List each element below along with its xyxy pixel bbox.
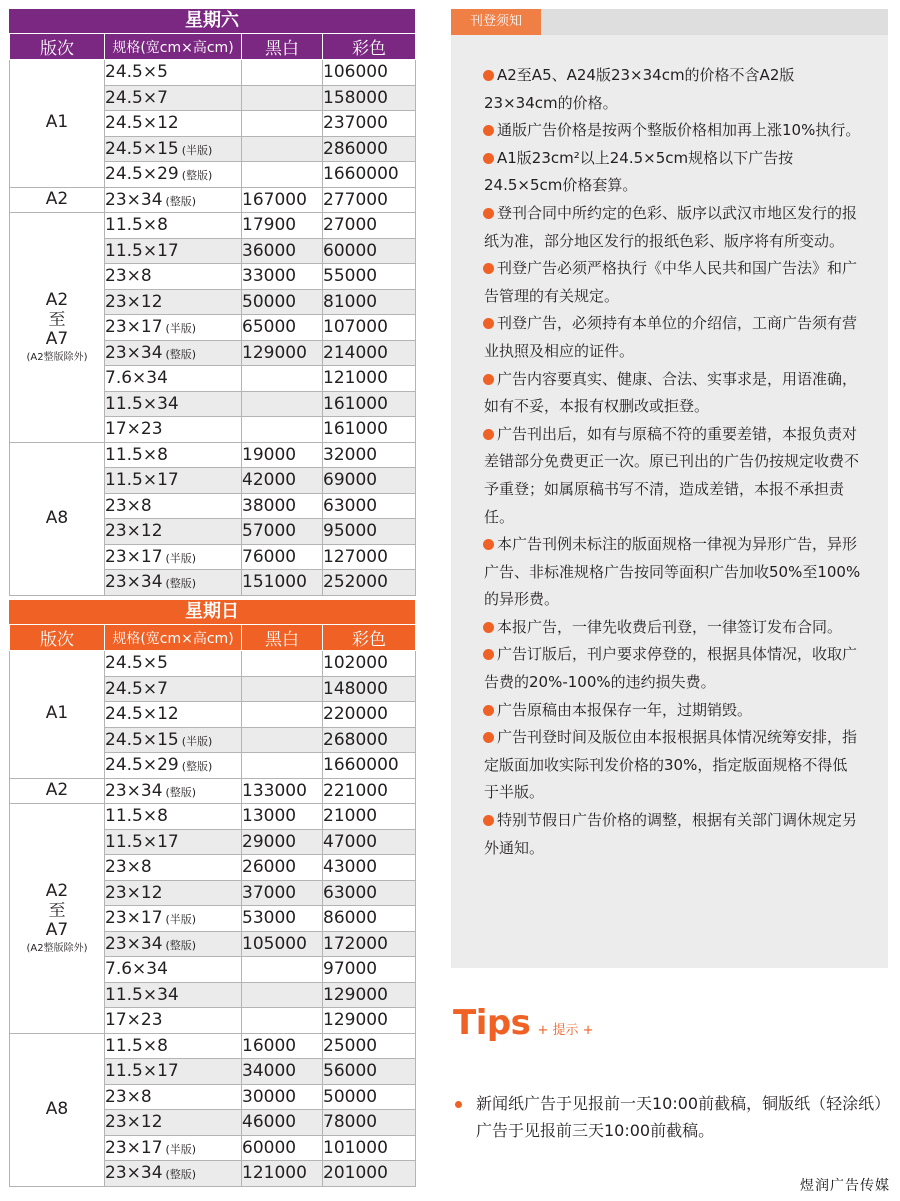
size-cell bbox=[105, 417, 242, 443]
bw-price-cell: 151000 bbox=[242, 570, 323, 596]
bullet-icon bbox=[483, 153, 494, 164]
color-price-cell: 158000 bbox=[323, 85, 416, 111]
color-price-cell: 237000 bbox=[323, 111, 416, 137]
size-value: 23×12 bbox=[105, 882, 163, 903]
notice-item-text: 广告订版后，刊户要求停登的，根据具体情况，收取广告费的20%-100%的违约损失费。 bbox=[484, 645, 858, 692]
notice-item-text: A2至A5、A24版23×34cm的价格不含A2版23×34cm的价格。 bbox=[484, 66, 795, 112]
bw-price-cell bbox=[242, 366, 323, 392]
size-value: 23×34 bbox=[105, 572, 163, 593]
size-cell bbox=[105, 957, 242, 983]
column-header: 黑白 bbox=[242, 34, 323, 60]
size-cell bbox=[105, 136, 242, 162]
notice-item bbox=[484, 531, 862, 614]
table-row bbox=[10, 187, 416, 213]
tips-heading bbox=[453, 1003, 594, 1043]
bw-price-cell: 129000 bbox=[242, 340, 323, 366]
color-price-cell: 63000 bbox=[323, 493, 416, 519]
size-cell bbox=[105, 1059, 242, 1085]
bullet-icon bbox=[483, 429, 494, 440]
bw-price-cell: 46000 bbox=[242, 1110, 323, 1136]
size-tag: (半版) bbox=[181, 143, 213, 157]
size-cell bbox=[105, 544, 242, 570]
size-value: 17×23 bbox=[105, 1010, 163, 1031]
bw-price-cell: 53000 bbox=[242, 906, 323, 932]
size-value: 11.5×17 bbox=[105, 1061, 179, 1082]
size-tag: (整版) bbox=[181, 760, 213, 774]
notice-item bbox=[484, 145, 862, 200]
bw-price-cell bbox=[242, 136, 323, 162]
bw-price-cell bbox=[242, 676, 323, 702]
bw-price-cell: 34000 bbox=[242, 1059, 323, 1085]
size-cell bbox=[105, 289, 242, 315]
size-value: 23×8 bbox=[105, 857, 152, 878]
size-value: 11.5×17 bbox=[105, 470, 179, 491]
bw-price-cell bbox=[242, 702, 323, 728]
tips-text: 新闻纸广告于见报前一天10:00前截稿，铜版纸（轻涂纸）广告于见报前三天10:00前截稿。 bbox=[476, 1094, 883, 1140]
color-price-cell: 161000 bbox=[323, 417, 416, 443]
bw-price-cell: 65000 bbox=[242, 315, 323, 341]
color-price-cell: 32000 bbox=[323, 442, 416, 468]
brand-name: 煜润广告传媒 bbox=[800, 1178, 890, 1194]
size-tag: (整版) bbox=[165, 577, 197, 591]
size-cell bbox=[105, 906, 242, 932]
bw-price-cell: 133000 bbox=[242, 778, 323, 804]
bw-price-cell: 105000 bbox=[242, 931, 323, 957]
color-price-cell: 277000 bbox=[323, 187, 416, 213]
notice-title: 刊登须知 bbox=[451, 9, 541, 35]
size-value: 11.5×17 bbox=[105, 240, 179, 261]
size-cell bbox=[105, 829, 242, 855]
size-value: 24.5×7 bbox=[105, 87, 168, 108]
tips-title: Tips bbox=[453, 1003, 531, 1043]
table-row bbox=[10, 442, 416, 468]
color-price-cell: 268000 bbox=[323, 727, 416, 753]
size-cell bbox=[105, 702, 242, 728]
edition-cell: A2 bbox=[10, 187, 105, 213]
size-value: 24.5×15 bbox=[105, 729, 179, 750]
bullet-icon bbox=[483, 622, 494, 633]
color-price-cell: 172000 bbox=[323, 931, 416, 957]
size-value: 11.5×34 bbox=[105, 393, 179, 414]
notice-item bbox=[484, 200, 862, 255]
tips-note bbox=[455, 1090, 890, 1144]
table-header-row bbox=[10, 34, 416, 60]
size-value: 17×23 bbox=[105, 419, 163, 440]
color-price-cell: 81000 bbox=[323, 289, 416, 315]
edition-cell: A2 bbox=[10, 778, 105, 804]
bw-price-cell: 121000 bbox=[242, 1161, 323, 1187]
size-cell bbox=[105, 1033, 242, 1059]
color-price-cell: 27000 bbox=[323, 213, 416, 239]
color-price-cell: 55000 bbox=[323, 264, 416, 290]
size-value: 23×34 bbox=[105, 342, 163, 363]
size-value: 23×12 bbox=[105, 521, 163, 542]
size-cell bbox=[105, 187, 242, 213]
column-header: 版次 bbox=[10, 34, 105, 60]
size-value: 24.5×15 bbox=[105, 138, 179, 159]
notice-item-text: 特别节假日广告价格的调整，根据有关部门调休规定另外通知。 bbox=[484, 811, 858, 857]
notice-item-text: 本广告刊例未标注的版面规格一律视为异形广告，异形广告、非标准规格广告按同等面积广告加收50%至100%的异形费。 bbox=[484, 535, 861, 609]
bw-price-cell: 76000 bbox=[242, 544, 323, 570]
notice-item-text: 刊登广告，必须持有本单位的介绍信，工商广告须有营业执照及相应的证件。 bbox=[484, 314, 858, 360]
size-cell bbox=[105, 468, 242, 494]
size-cell bbox=[105, 391, 242, 417]
size-cell bbox=[105, 982, 242, 1008]
bw-price-cell bbox=[242, 391, 323, 417]
size-cell bbox=[105, 519, 242, 545]
column-header: 黑白 bbox=[242, 625, 323, 651]
size-cell bbox=[105, 855, 242, 881]
size-cell bbox=[105, 60, 242, 86]
size-value: 23×34 bbox=[105, 933, 163, 954]
bw-price-cell bbox=[242, 162, 323, 188]
color-price-cell: 161000 bbox=[323, 391, 416, 417]
bullet-icon bbox=[483, 374, 494, 385]
size-value: 24.5×5 bbox=[105, 62, 168, 83]
bw-price-cell bbox=[242, 753, 323, 779]
size-cell bbox=[105, 340, 242, 366]
notice-item bbox=[484, 697, 862, 725]
color-price-cell: 60000 bbox=[323, 238, 416, 264]
notice-panel bbox=[451, 9, 888, 968]
bw-price-cell bbox=[242, 85, 323, 111]
size-value: 23×34 bbox=[105, 780, 163, 801]
color-price-cell: 78000 bbox=[323, 1110, 416, 1136]
bw-price-cell bbox=[242, 417, 323, 443]
size-value: 24.5×29 bbox=[105, 164, 179, 185]
notice-header bbox=[451, 9, 888, 35]
bw-price-cell: 16000 bbox=[242, 1033, 323, 1059]
bw-price-cell bbox=[242, 1008, 323, 1034]
size-value: 23×8 bbox=[105, 266, 152, 287]
sunday-day-label: 星期日 bbox=[9, 600, 415, 624]
color-price-cell: 148000 bbox=[323, 676, 416, 702]
bw-price-cell: 13000 bbox=[242, 804, 323, 830]
size-cell bbox=[105, 1084, 242, 1110]
bullet-icon bbox=[483, 815, 494, 826]
size-cell bbox=[105, 880, 242, 906]
saturday-day-label: 星期六 bbox=[9, 9, 415, 33]
size-tag: (整版) bbox=[181, 169, 213, 183]
size-value: 23×12 bbox=[105, 291, 163, 312]
notice-item bbox=[484, 724, 862, 807]
color-price-cell: 63000 bbox=[323, 880, 416, 906]
size-tag: (整版) bbox=[165, 785, 197, 799]
table-row bbox=[10, 778, 416, 804]
notice-list bbox=[484, 62, 862, 862]
size-value: 23×17 bbox=[105, 908, 163, 929]
size-value: 11.5×8 bbox=[105, 806, 168, 827]
size-value: 11.5×34 bbox=[105, 984, 179, 1005]
column-header: 版次 bbox=[10, 625, 105, 651]
size-value: 23×17 bbox=[105, 1137, 163, 1158]
sunday-rate-table bbox=[9, 624, 416, 1187]
size-value: 24.5×12 bbox=[105, 113, 179, 134]
size-cell bbox=[105, 931, 242, 957]
sunday-rate-card bbox=[9, 600, 415, 1187]
bw-price-cell: 37000 bbox=[242, 880, 323, 906]
notice-item bbox=[484, 614, 862, 642]
size-tag: (半版) bbox=[165, 322, 197, 336]
notice-item-text: 通版广告价格是按两个整版价格相加再上涨10%执行。 bbox=[497, 121, 861, 140]
edition-note: (A2整版除外) bbox=[26, 942, 88, 954]
edition-note: (A2整版除外) bbox=[26, 351, 88, 363]
notice-item bbox=[484, 366, 862, 421]
notice-item-text: 本报广告，一律先收费后刊登，一律签订发布合同。 bbox=[497, 617, 843, 636]
bw-price-cell: 30000 bbox=[242, 1084, 323, 1110]
bw-price-cell bbox=[242, 651, 323, 677]
notice-item bbox=[484, 117, 862, 145]
size-cell bbox=[105, 162, 242, 188]
size-value: 23×8 bbox=[105, 1086, 152, 1107]
color-price-cell: 252000 bbox=[323, 570, 416, 596]
bw-price-cell: 19000 bbox=[242, 442, 323, 468]
bw-price-cell bbox=[242, 727, 323, 753]
size-value: 23×34 bbox=[105, 1163, 163, 1184]
size-tag: (整版) bbox=[165, 347, 197, 361]
color-price-cell: 86000 bbox=[323, 906, 416, 932]
color-price-cell: 201000 bbox=[323, 1161, 416, 1187]
bw-price-cell: 57000 bbox=[242, 519, 323, 545]
color-price-cell: 43000 bbox=[323, 855, 416, 881]
size-cell bbox=[105, 727, 242, 753]
size-value: 23×17 bbox=[105, 317, 163, 338]
bw-price-cell: 60000 bbox=[242, 1135, 323, 1161]
notice-item-text: A1版23cm²以上24.5×5cm规格以下广告按24.5×5cm价格套算。 bbox=[484, 148, 794, 195]
size-value: 7.6×34 bbox=[105, 368, 168, 389]
bullet-icon bbox=[483, 70, 494, 81]
size-tag: (整版) bbox=[165, 1168, 197, 1182]
color-price-cell: 97000 bbox=[323, 957, 416, 983]
size-cell bbox=[105, 1008, 242, 1034]
size-cell bbox=[105, 493, 242, 519]
edition-cell: A1 bbox=[10, 651, 105, 779]
table-row bbox=[10, 60, 416, 86]
size-value: 23×8 bbox=[105, 495, 152, 516]
edition-cell: A8 bbox=[10, 1033, 105, 1186]
notice-item bbox=[484, 807, 862, 862]
size-value: 24.5×5 bbox=[105, 653, 168, 674]
bullet-icon bbox=[455, 1101, 462, 1108]
color-price-cell: 106000 bbox=[323, 60, 416, 86]
size-cell bbox=[105, 1135, 242, 1161]
table-row bbox=[10, 651, 416, 677]
size-cell bbox=[105, 264, 242, 290]
size-value: 11.5×8 bbox=[105, 215, 168, 236]
size-cell bbox=[105, 442, 242, 468]
tips-subtitle: + 提示 + bbox=[537, 1023, 594, 1038]
color-price-cell: 25000 bbox=[323, 1033, 416, 1059]
color-price-cell: 95000 bbox=[323, 519, 416, 545]
size-cell bbox=[105, 111, 242, 137]
size-tag: (半版) bbox=[165, 551, 197, 565]
color-price-cell: 221000 bbox=[323, 778, 416, 804]
color-price-cell: 47000 bbox=[323, 829, 416, 855]
size-tag: (半版) bbox=[165, 1142, 197, 1156]
column-header: 规格(宽cm×高cm) bbox=[105, 625, 242, 651]
bw-price-cell: 38000 bbox=[242, 493, 323, 519]
size-tag: (整版) bbox=[165, 938, 197, 952]
bw-price-cell bbox=[242, 111, 323, 137]
color-price-cell: 107000 bbox=[323, 315, 416, 341]
color-price-cell: 121000 bbox=[323, 366, 416, 392]
size-value: 23×34 bbox=[105, 189, 163, 210]
size-cell bbox=[105, 213, 242, 239]
color-price-cell: 129000 bbox=[323, 1008, 416, 1034]
bw-price-cell bbox=[242, 957, 323, 983]
color-price-cell: 101000 bbox=[323, 1135, 416, 1161]
color-price-cell: 102000 bbox=[323, 651, 416, 677]
bw-price-cell: 33000 bbox=[242, 264, 323, 290]
color-price-cell: 214000 bbox=[323, 340, 416, 366]
size-cell bbox=[105, 778, 242, 804]
column-header: 规格(宽cm×高cm) bbox=[105, 34, 242, 60]
color-price-cell: 129000 bbox=[323, 982, 416, 1008]
bullet-icon bbox=[483, 208, 494, 219]
column-header: 彩色 bbox=[323, 34, 416, 60]
color-price-cell: 286000 bbox=[323, 136, 416, 162]
bw-price-cell: 29000 bbox=[242, 829, 323, 855]
edition-cell: A2 至 A7 (A2整版除外) bbox=[10, 804, 105, 1034]
table-row bbox=[10, 213, 416, 239]
size-cell bbox=[105, 85, 242, 111]
size-tag: (半版) bbox=[181, 734, 213, 748]
bw-price-cell bbox=[242, 60, 323, 86]
size-cell bbox=[105, 1161, 242, 1187]
notice-item-text: 登刊合同中所约定的色彩、版序以武汉市地区发行的报纸为准，部分地区发行的报纸色彩、版序将有所变动。 bbox=[484, 203, 858, 250]
notice-item bbox=[484, 310, 862, 365]
color-price-cell: 127000 bbox=[323, 544, 416, 570]
notice-item-text: 广告刊登时间及版位由本报根据具体情况统筹安排，指定版面加收实际刊发价格的30%，指定版面规格不得低于半版。 bbox=[484, 728, 858, 802]
size-value: 24.5×12 bbox=[105, 704, 179, 725]
size-value: 11.5×8 bbox=[105, 444, 168, 465]
size-cell bbox=[105, 366, 242, 392]
size-cell bbox=[105, 315, 242, 341]
saturday-rate-card bbox=[9, 9, 415, 596]
notice-item bbox=[484, 421, 862, 531]
size-cell bbox=[105, 651, 242, 677]
notice-item bbox=[484, 255, 862, 310]
table-header-row bbox=[10, 625, 416, 651]
bw-price-cell: 26000 bbox=[242, 855, 323, 881]
color-price-cell: 1660000 bbox=[323, 753, 416, 779]
bw-price-cell: 50000 bbox=[242, 289, 323, 315]
size-value: 11.5×17 bbox=[105, 831, 179, 852]
notice-item bbox=[484, 641, 862, 696]
edition-cell: A8 bbox=[10, 442, 105, 595]
size-cell bbox=[105, 676, 242, 702]
size-cell bbox=[105, 570, 242, 596]
size-tag: (整版) bbox=[165, 194, 197, 208]
table-row bbox=[10, 1033, 416, 1059]
size-cell bbox=[105, 804, 242, 830]
bw-price-cell: 36000 bbox=[242, 238, 323, 264]
bw-price-cell: 42000 bbox=[242, 468, 323, 494]
edition-cell: A2 至 A7 (A2整版除外) bbox=[10, 213, 105, 443]
bw-price-cell bbox=[242, 982, 323, 1008]
size-tag: (半版) bbox=[165, 913, 197, 927]
bw-price-cell: 167000 bbox=[242, 187, 323, 213]
size-value: 24.5×7 bbox=[105, 678, 168, 699]
notice-item-text: 刊登广告必须严格执行《中华人民共和国广告法》和广告管理的有关规定。 bbox=[484, 259, 858, 305]
size-value: 7.6×34 bbox=[105, 959, 168, 980]
color-price-cell: 69000 bbox=[323, 468, 416, 494]
saturday-rate-table bbox=[9, 33, 416, 596]
size-value: 23×12 bbox=[105, 1112, 163, 1133]
color-price-cell: 1660000 bbox=[323, 162, 416, 188]
size-cell bbox=[105, 238, 242, 264]
edition-cell: A1 bbox=[10, 60, 105, 188]
size-value: 24.5×29 bbox=[105, 755, 179, 776]
notice-item-text: 广告原稿由本报保存一年，过期销毁。 bbox=[497, 700, 753, 719]
size-cell bbox=[105, 1110, 242, 1136]
notice-item bbox=[484, 62, 862, 117]
color-price-cell: 50000 bbox=[323, 1084, 416, 1110]
notice-item-text: 广告刊出后，如有与原稿不符的重要差错，本报负责对差错部分免费更正一次。原已刊出的广告仍按规定收费不予重登；如属原稿书写不清，造成差错，本报不承担责任。 bbox=[484, 424, 860, 526]
table-row bbox=[10, 804, 416, 830]
bw-price-cell: 17900 bbox=[242, 213, 323, 239]
size-cell bbox=[105, 753, 242, 779]
bullet-icon bbox=[483, 705, 494, 716]
color-price-cell: 220000 bbox=[323, 702, 416, 728]
size-value: 11.5×8 bbox=[105, 1035, 168, 1056]
size-value: 23×17 bbox=[105, 546, 163, 567]
color-price-cell: 56000 bbox=[323, 1059, 416, 1085]
color-price-cell: 21000 bbox=[323, 804, 416, 830]
column-header: 彩色 bbox=[323, 625, 416, 651]
notice-item-text: 广告内容要真实、健康、合法、实事求是，用语准确，如有不妥，本报有权删改或拒登。 bbox=[484, 369, 858, 416]
